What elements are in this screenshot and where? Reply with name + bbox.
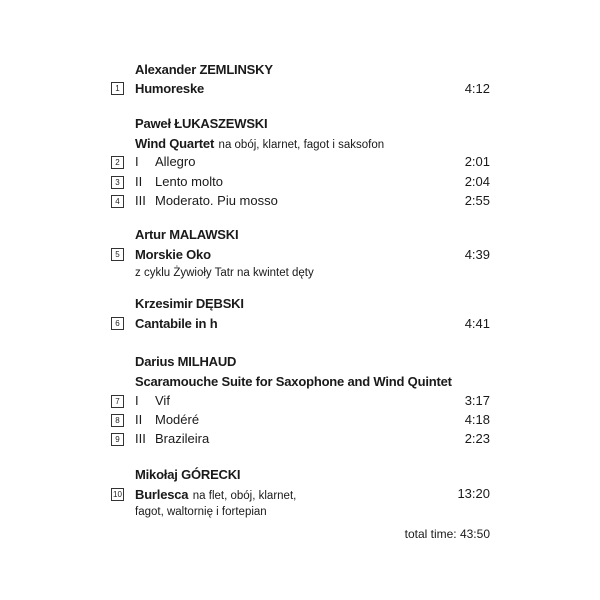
track-duration: 2:55 [464, 193, 490, 208]
track-duration: 4:18 [464, 412, 490, 427]
composer-name: Krzesimir DĘBSKI [135, 296, 244, 311]
movement-roman: III [135, 193, 146, 208]
composer-name: Mikołaj GÓRECKI [135, 467, 241, 482]
composer-name: Paweł ŁUKASZEWSKI [135, 116, 268, 131]
track-number-box: 6 [111, 317, 124, 330]
track-number-box: 5 [111, 248, 124, 261]
movement-name: Allegro [155, 154, 196, 169]
movement-roman: II [135, 412, 143, 427]
movement-name: Vif [155, 393, 170, 408]
work-title-line [135, 136, 384, 152]
track-duration: 4:12 [464, 81, 490, 96]
track-duration: 4:39 [464, 247, 490, 262]
composer-name: Artur MALAWSKI [135, 227, 239, 242]
track-number-box: 4 [111, 195, 124, 208]
movement-name: Lento molto [155, 174, 223, 189]
track-duration: 2:23 [464, 431, 490, 446]
movement-roman: III [135, 431, 146, 446]
work-title-line [135, 487, 296, 503]
track-duration: 3:17 [464, 393, 490, 408]
work-title: Humoreske [135, 81, 205, 96]
track-duration: 4:41 [464, 316, 490, 331]
track-number-box: 2 [111, 156, 124, 169]
movement-name: Modéré [155, 412, 200, 427]
track-duration: 13:20 [457, 486, 490, 501]
work-title: Morskie Oko [135, 247, 211, 262]
work-title: Cantabile in h [135, 316, 218, 331]
track-number-box: 9 [111, 433, 124, 446]
composer-name: Alexander ZEMLINSKY [135, 62, 273, 77]
track-number-box: 1 [111, 82, 124, 95]
track-number-box: 7 [111, 395, 124, 408]
work-subtitle: na obój, klarnet, fagot i saksofon [218, 139, 385, 151]
track-duration: 2:04 [464, 174, 490, 189]
movement-roman: I [135, 154, 139, 169]
work-note: fagot, waltornię i fortepian [135, 506, 267, 518]
work-title: Wind Quartet [135, 136, 215, 151]
movement-roman: II [135, 174, 143, 189]
track-duration: 2:01 [464, 154, 490, 169]
track-number-box: 10 [111, 488, 124, 501]
movement-name: Moderato. Piu mosso [155, 193, 278, 208]
total-time: total time: 43:50 [404, 527, 490, 541]
track-number-box: 3 [111, 176, 124, 189]
work-title: Burlesca [135, 487, 189, 502]
movement-roman: I [135, 393, 139, 408]
composer-name: Darius MILHAUD [135, 354, 237, 369]
work-note: z cyklu Żywioły Tatr na kwintet dęty [135, 267, 314, 279]
work-subtitle: na flet, obój, klarnet, [192, 490, 297, 502]
movement-name: Brazileira [155, 431, 210, 446]
track-number-box: 8 [111, 414, 124, 427]
work-title: Scaramouche Suite for Saxophone and Wind Quintet [135, 374, 452, 389]
